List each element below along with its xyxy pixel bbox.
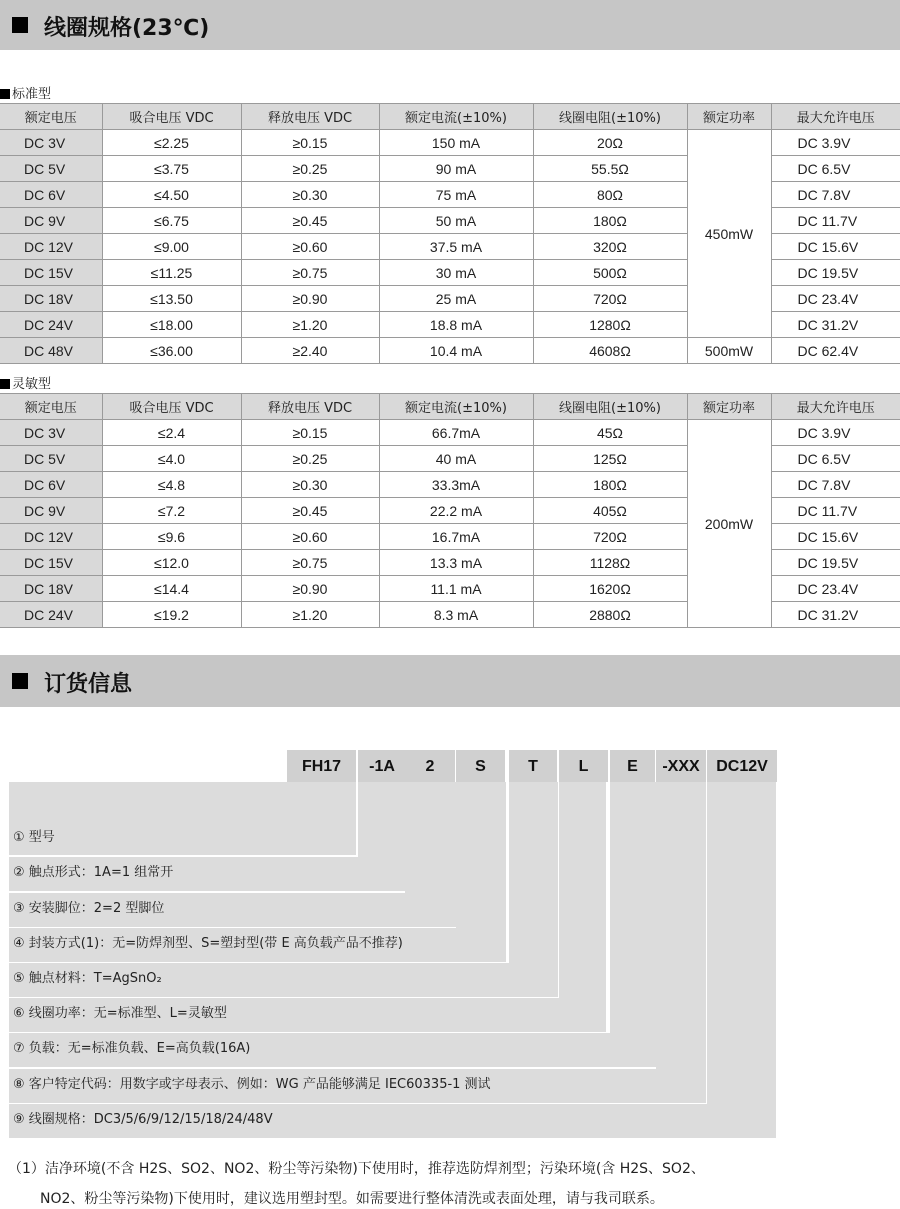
rated-voltage-cell: DC 5V <box>0 446 102 472</box>
column-header: 最大允许电压 <box>771 104 900 130</box>
rated-power-cell: 200mW <box>687 420 771 628</box>
code-segment: 2 <box>405 750 455 782</box>
pull-in-voltage-cell: ≤6.75 <box>102 208 241 234</box>
max-voltage-cell: DC 11.7V <box>771 208 900 234</box>
rated-voltage-cell: DC 6V <box>0 472 102 498</box>
pull-in-voltage-cell: ≤3.75 <box>102 156 241 182</box>
max-voltage-cell: DC 11.7V <box>771 498 900 524</box>
pull-in-voltage-cell: ≤9.00 <box>102 234 241 260</box>
pull-in-voltage-cell: ≤2.25 <box>102 130 241 156</box>
column-header: 释放电压 VDC <box>241 394 379 420</box>
rated-voltage-cell: DC 24V <box>0 312 102 338</box>
rated-voltage-cell: DC 9V <box>0 498 102 524</box>
column-header: 线圈电阻(±10%) <box>533 394 687 420</box>
coil-resistance-cell: 720Ω <box>533 286 687 312</box>
rated-current-cell: 22.2 mA <box>379 498 533 524</box>
column-header: 吸合电压 VDC <box>102 394 241 420</box>
max-voltage-cell: DC 15.6V <box>771 524 900 550</box>
max-voltage-cell: DC 6.5V <box>771 446 900 472</box>
code-segment: E <box>610 750 655 782</box>
section-header-coil-spec <box>0 0 900 50</box>
pull-in-voltage-cell: ≤4.50 <box>102 182 241 208</box>
release-voltage-cell: ≥0.25 <box>241 446 379 472</box>
column-header: 额定电压 <box>0 104 102 130</box>
max-voltage-cell: DC 19.5V <box>771 260 900 286</box>
pull-in-voltage-cell: ≤36.00 <box>102 338 241 364</box>
ordering-item: ⑨ 线圈规格：DC3/5/6/9/12/15/18/24/48V <box>13 1112 273 1127</box>
coil-resistance-cell: 405Ω <box>533 498 687 524</box>
code-bracket-leg <box>405 782 456 927</box>
code-bracket-leg <box>610 782 656 1067</box>
pull-in-voltage-cell: ≤7.2 <box>102 498 241 524</box>
code-bracket-leg <box>456 782 506 962</box>
column-header: 最大允许电压 <box>771 394 900 420</box>
code-segment: S <box>456 750 505 782</box>
coil-resistance-cell: 125Ω <box>533 446 687 472</box>
rated-current-cell: 90 mA <box>379 156 533 182</box>
pull-in-voltage-cell: ≤9.6 <box>102 524 241 550</box>
column-header: 额定功率 <box>687 394 771 420</box>
release-voltage-cell: ≥0.45 <box>241 498 379 524</box>
coil-resistance-cell: 2880Ω <box>533 602 687 628</box>
section-title: 线圈规格(23℃) <box>44 16 210 41</box>
code-segment: T <box>509 750 557 782</box>
rated-current-cell: 37.5 mA <box>379 234 533 260</box>
pull-in-voltage-cell: ≤11.25 <box>102 260 241 286</box>
square-bullet-icon <box>0 379 10 389</box>
release-voltage-cell: ≥0.25 <box>241 156 379 182</box>
max-voltage-cell: DC 7.8V <box>771 182 900 208</box>
release-voltage-cell: ≥2.40 <box>241 338 379 364</box>
rated-voltage-cell: DC 12V <box>0 524 102 550</box>
release-voltage-cell: ≥0.75 <box>241 260 379 286</box>
rated-voltage-cell: DC 18V <box>0 286 102 312</box>
ordering-item: ④ 封装方式(1)：无=防焊剂型、S=塑封型(带 E 高负载产品不推荐) <box>13 936 403 951</box>
coil-resistance-cell: 720Ω <box>533 524 687 550</box>
spec-table-sensitive <box>0 393 900 628</box>
code-bracket-leg <box>358 782 406 891</box>
rated-voltage-cell: DC 15V <box>0 260 102 286</box>
max-voltage-cell: DC 31.2V <box>771 312 900 338</box>
release-voltage-cell: ≥0.75 <box>241 550 379 576</box>
pull-in-voltage-cell: ≤14.4 <box>102 576 241 602</box>
max-voltage-cell: DC 15.6V <box>771 234 900 260</box>
rated-power-cell: 500mW <box>687 338 771 364</box>
ordering-item: ② 触点形式：1A=1 组常开 <box>13 865 174 880</box>
max-voltage-cell: DC 31.2V <box>771 602 900 628</box>
note-line-2: NO2、粉尘等污染物)下使用时，建议选用塑封型。如需要进行整体清洗或表面处理，请与我司联系。 <box>40 1191 664 1207</box>
column-header: 额定功率 <box>687 104 771 130</box>
rated-current-cell: 75 mA <box>379 182 533 208</box>
note-line-1: （1）洁净环境(不含 H2S、SO2、NO2、粉尘等污染物)下使用时，推荐选防焊剂型；污染环境(含 H2S、SO2、 <box>8 1161 705 1177</box>
spec-table-standard <box>0 103 900 364</box>
column-header: 额定电流(±10%) <box>379 394 533 420</box>
ordering-item: ⑤ 触点材料：T=AgSnO₂ <box>13 971 162 986</box>
pull-in-voltage-cell: ≤12.0 <box>102 550 241 576</box>
subsection-label-standard: 标准型 <box>0 83 51 102</box>
rated-current-cell: 66.7mA <box>379 420 533 446</box>
column-header: 释放电压 VDC <box>241 104 379 130</box>
rated-current-cell: 11.1 mA <box>379 576 533 602</box>
coil-resistance-cell: 500Ω <box>533 260 687 286</box>
rated-voltage-cell: DC 48V <box>0 338 102 364</box>
rated-voltage-cell: DC 15V <box>0 550 102 576</box>
code-segment: DC12V <box>707 750 777 782</box>
code-bracket-leg <box>656 782 706 1103</box>
pull-in-voltage-cell: ≤18.00 <box>102 312 241 338</box>
ordering-item: ⑦ 负载：无=标准负载、E=高负载(16A) <box>13 1041 251 1056</box>
table-row <box>0 338 900 364</box>
release-voltage-cell: ≥0.15 <box>241 130 379 156</box>
ordering-item: ③ 安装脚位：2=2 型脚位 <box>13 901 165 916</box>
rated-voltage-cell: DC 6V <box>0 182 102 208</box>
max-voltage-cell: DC 7.8V <box>771 472 900 498</box>
column-header: 线圈电阻(±10%) <box>533 104 687 130</box>
release-voltage-cell: ≥0.30 <box>241 182 379 208</box>
square-bullet-icon <box>12 673 28 689</box>
rated-voltage-cell: DC 3V <box>0 130 102 156</box>
code-segment: FH17 <box>287 750 356 782</box>
section-header-ordering <box>0 655 900 707</box>
code-bracket-leg <box>559 782 606 1032</box>
release-voltage-cell: ≥0.60 <box>241 524 379 550</box>
rated-power-cell: 450mW <box>687 130 771 338</box>
code-bracket-leg <box>707 782 776 1138</box>
coil-resistance-cell: 1280Ω <box>533 312 687 338</box>
rated-current-cell: 33.3mA <box>379 472 533 498</box>
release-voltage-cell: ≥0.15 <box>241 420 379 446</box>
coil-resistance-cell: 80Ω <box>533 182 687 208</box>
rated-current-cell: 16.7mA <box>379 524 533 550</box>
max-voltage-cell: DC 23.4V <box>771 576 900 602</box>
max-voltage-cell: DC 62.4V <box>771 338 900 364</box>
section-title: 订货信息 <box>44 672 133 697</box>
max-voltage-cell: DC 19.5V <box>771 550 900 576</box>
rated-current-cell: 13.3 mA <box>379 550 533 576</box>
rated-current-cell: 30 mA <box>379 260 533 286</box>
rated-voltage-cell: DC 3V <box>0 420 102 446</box>
column-header: 额定电压 <box>0 394 102 420</box>
ordering-item: ⑥ 线圈功率：无=标准型、L=灵敏型 <box>13 1006 227 1021</box>
rated-voltage-cell: DC 9V <box>0 208 102 234</box>
pull-in-voltage-cell: ≤4.0 <box>102 446 241 472</box>
rated-voltage-cell: DC 12V <box>0 234 102 260</box>
coil-resistance-cell: 1128Ω <box>533 550 687 576</box>
pull-in-voltage-cell: ≤2.4 <box>102 420 241 446</box>
release-voltage-cell: ≥0.45 <box>241 208 379 234</box>
coil-resistance-cell: 45Ω <box>533 420 687 446</box>
pull-in-voltage-cell: ≤13.50 <box>102 286 241 312</box>
release-voltage-cell: ≥1.20 <box>241 312 379 338</box>
square-bullet-icon <box>12 17 28 33</box>
coil-resistance-cell: 1620Ω <box>533 576 687 602</box>
table-row <box>0 130 900 156</box>
coil-resistance-cell: 20Ω <box>533 130 687 156</box>
coil-resistance-cell: 4608Ω <box>533 338 687 364</box>
rated-current-cell: 18.8 mA <box>379 312 533 338</box>
ordering-item: ① 型号 <box>13 830 55 845</box>
rated-voltage-cell: DC 5V <box>0 156 102 182</box>
code-segment: -XXX <box>656 750 706 782</box>
max-voltage-cell: DC 6.5V <box>771 156 900 182</box>
code-segment: L <box>559 750 608 782</box>
ordering-item: ⑧ 客户特定代码：用数字或字母表示、例如：WG 产品能够满足 IEC60335-1 测试 <box>13 1077 491 1092</box>
table-header-row <box>0 394 900 420</box>
subsection-label-sensitive: 灵敏型 <box>0 373 51 392</box>
max-voltage-cell: DC 3.9V <box>771 420 900 446</box>
coil-resistance-cell: 55.5Ω <box>533 156 687 182</box>
coil-resistance-cell: 180Ω <box>533 472 687 498</box>
code-bracket-leg <box>509 782 558 997</box>
rated-current-cell: 25 mA <box>379 286 533 312</box>
rated-current-cell: 150 mA <box>379 130 533 156</box>
rated-voltage-cell: DC 24V <box>0 602 102 628</box>
column-header: 额定电流(±10%) <box>379 104 533 130</box>
code-segment: -1A <box>358 750 406 782</box>
table-header-row <box>0 104 900 130</box>
release-voltage-cell: ≥0.60 <box>241 234 379 260</box>
release-voltage-cell: ≥0.30 <box>241 472 379 498</box>
pull-in-voltage-cell: ≤4.8 <box>102 472 241 498</box>
max-voltage-cell: DC 23.4V <box>771 286 900 312</box>
rated-current-cell: 40 mA <box>379 446 533 472</box>
coil-resistance-cell: 320Ω <box>533 234 687 260</box>
rated-voltage-cell: DC 18V <box>0 576 102 602</box>
table-row <box>0 420 900 446</box>
column-header: 吸合电压 VDC <box>102 104 241 130</box>
code-bracket-leg <box>287 782 356 855</box>
release-voltage-cell: ≥1.20 <box>241 602 379 628</box>
release-voltage-cell: ≥0.90 <box>241 286 379 312</box>
rated-current-cell: 8.3 mA <box>379 602 533 628</box>
square-bullet-icon <box>0 89 10 99</box>
rated-current-cell: 10.4 mA <box>379 338 533 364</box>
max-voltage-cell: DC 3.9V <box>771 130 900 156</box>
rated-current-cell: 50 mA <box>379 208 533 234</box>
coil-resistance-cell: 180Ω <box>533 208 687 234</box>
pull-in-voltage-cell: ≤19.2 <box>102 602 241 628</box>
release-voltage-cell: ≥0.90 <box>241 576 379 602</box>
